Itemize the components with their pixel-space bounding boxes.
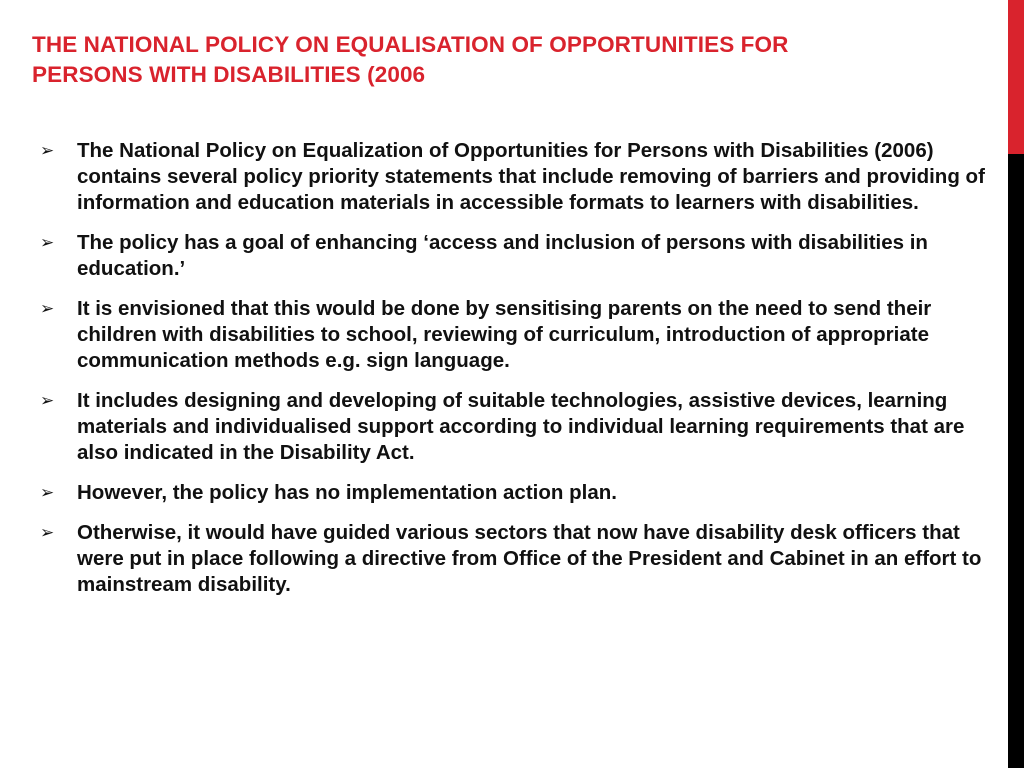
bullet-item bbox=[40, 388, 1000, 466]
bullet-item bbox=[40, 138, 1000, 216]
bullet-text: However, the policy has no implementation action plan. bbox=[77, 481, 617, 504]
arrow-bullet-icon: ➢ bbox=[40, 233, 55, 252]
accent-bar-black bbox=[1008, 154, 1024, 768]
arrow-bullet-icon: ➢ bbox=[40, 483, 55, 502]
slide-title-line-2: PERSONS WITH DISABILITIES (2006 bbox=[32, 62, 426, 87]
bullet-text: The National Policy on Equalization of Opportunities for Persons with Disabilities (2006) contains several policy priority statements that include removing of barriers and providing of information and education materials in accessible formats to learners with disabilities. bbox=[77, 139, 985, 214]
bullet-item bbox=[40, 296, 1000, 374]
bullet-item bbox=[40, 230, 1000, 282]
arrow-bullet-icon: ➢ bbox=[40, 141, 55, 160]
slide-title-line-1: THE NATIONAL POLICY ON EQUALISATION OF OPPORTUNITIES FOR bbox=[32, 32, 789, 57]
arrow-bullet-icon: ➢ bbox=[40, 299, 55, 318]
bullet-text: Otherwise, it would have guided various sectors that now have disability desk officers that were put in place following a directive from Office of the President and Cabinet in an effort to mainstream disability. bbox=[77, 521, 982, 596]
accent-bar-red bbox=[1008, 0, 1024, 154]
bullet-item bbox=[40, 520, 1000, 598]
arrow-bullet-icon: ➢ bbox=[40, 391, 55, 410]
bullet-text: The policy has a goal of enhancing ‘access and inclusion of persons with disabilities in education.’ bbox=[77, 231, 928, 280]
bullet-list bbox=[40, 138, 1000, 612]
bullet-text: It is envisioned that this would be done by sensitising parents on the need to send their children with disabilities to school, reviewing of curriculum, introduction of appropriate communication methods e.g. sign language. bbox=[77, 297, 932, 372]
bullet-text: It includes designing and developing of suitable technologies, assistive devices, learning materials and individualised support according to individual learning requirements that are also indicated in the Disability Act. bbox=[77, 389, 965, 464]
arrow-bullet-icon: ➢ bbox=[40, 523, 55, 542]
slide-title bbox=[32, 30, 992, 90]
bullet-item bbox=[40, 480, 1000, 506]
